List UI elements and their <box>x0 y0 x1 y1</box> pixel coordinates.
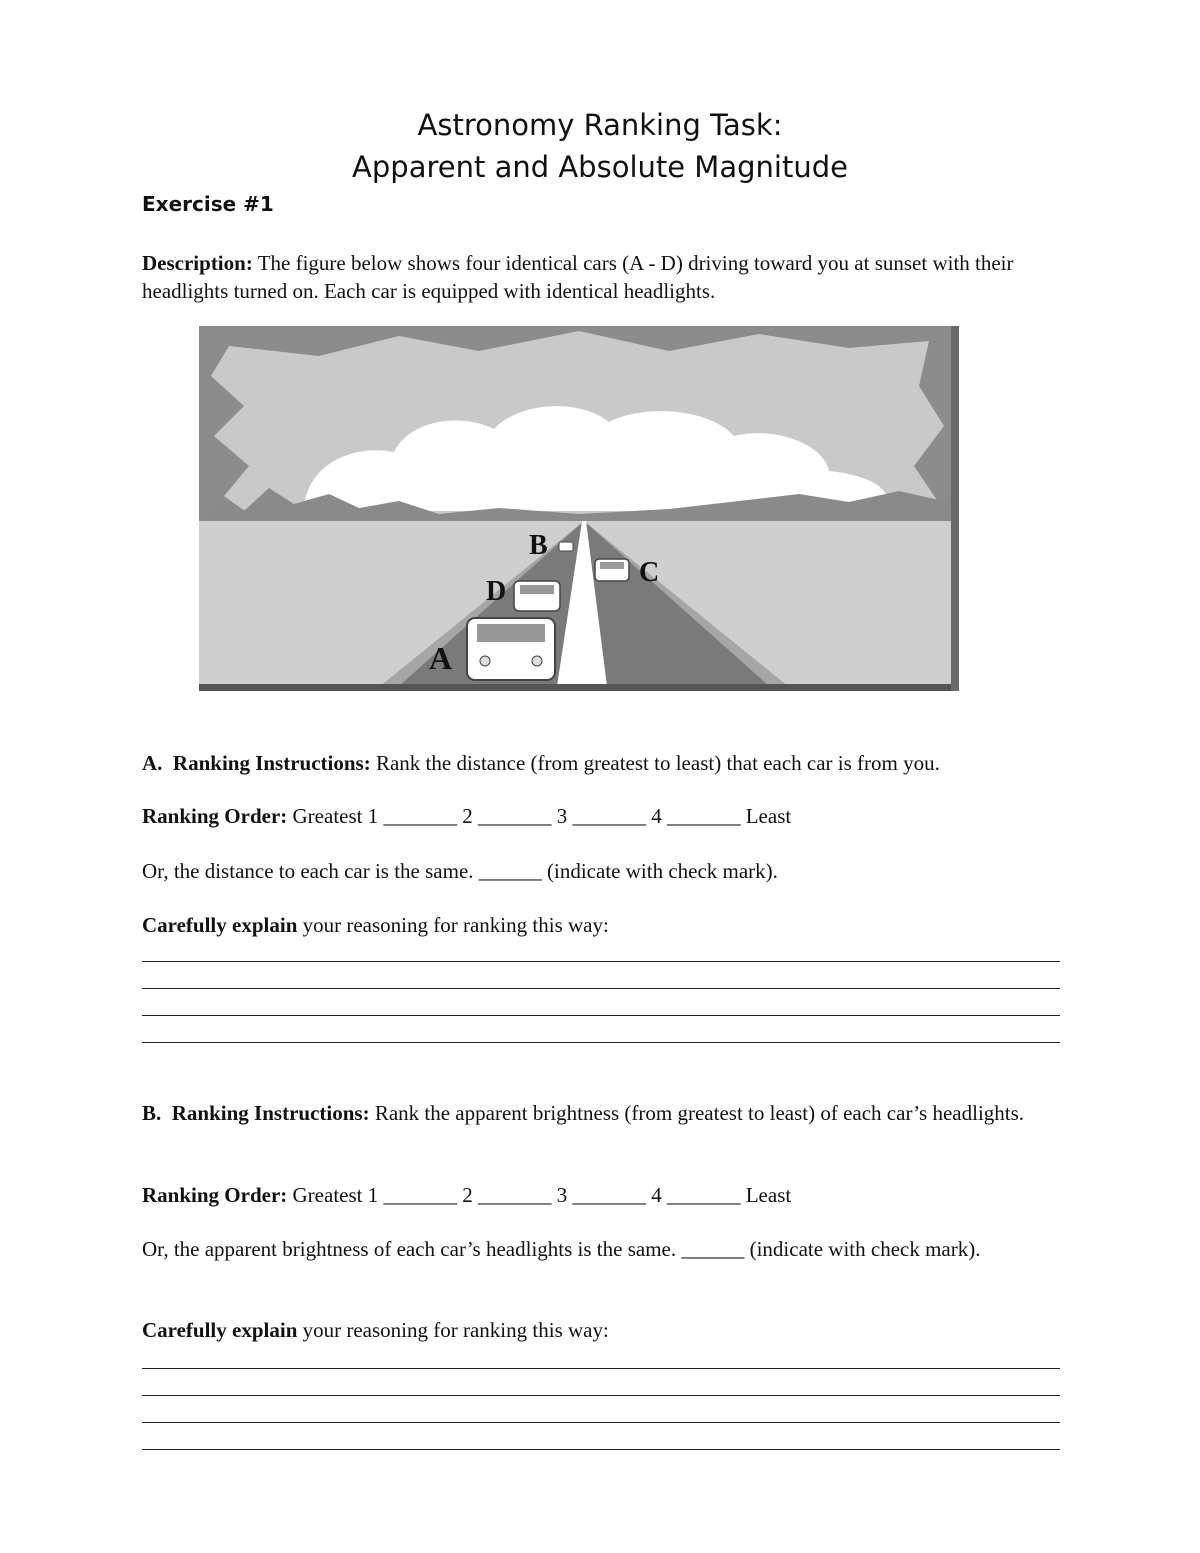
car-a-icon <box>467 618 555 680</box>
question-b-order-text[interactable]: Greatest 1 _______ 2 _______ 3 _______ 4 _______ Least <box>287 1183 792 1207</box>
car-label-b: B <box>529 530 548 561</box>
road-illustration <box>199 326 959 691</box>
question-b-same-option[interactable]: Or, the apparent brightness of each car’s headlights is the same. ______ (indicate with check mark). <box>142 1237 981 1261</box>
car-label-a: A <box>429 640 453 676</box>
road-figure <box>199 326 959 691</box>
answer-line[interactable] <box>142 1396 1060 1423</box>
title-line-1: Astronomy Ranking Task: <box>417 108 783 142</box>
answer-line[interactable] <box>142 962 1060 989</box>
question-a-instr-label: Ranking Instructions: <box>172 751 371 775</box>
description <box>142 249 1042 305</box>
question-b-instructions <box>142 1099 1076 1127</box>
question-a-instructions <box>142 749 940 777</box>
question-a-instr-text: Rank the distance (from greatest to least) that each car is from you. <box>370 751 940 775</box>
car-label-c: C <box>639 557 660 588</box>
question-b-ranking-order <box>142 1181 791 1209</box>
question-b-instr-label: Ranking Instructions: <box>171 1101 370 1125</box>
car-d-icon <box>514 581 560 611</box>
question-b-answer-lines[interactable] <box>142 1342 1060 1450</box>
question-b-explain-prompt <box>142 1316 609 1344</box>
question-a-ranking-order <box>142 802 791 830</box>
question-b-explain-label: Carefully explain <box>142 1318 298 1342</box>
question-a-letter: A. <box>142 751 163 775</box>
answer-line[interactable] <box>142 1342 1060 1369</box>
question-a-order-label: Ranking Order: <box>142 804 288 828</box>
answer-line[interactable] <box>142 989 1060 1016</box>
car-label-d: D <box>486 576 507 607</box>
car-b-icon <box>559 542 573 551</box>
question-a-answer-lines[interactable] <box>142 935 1060 1043</box>
question-a-explain-label: Carefully explain <box>142 913 298 937</box>
frame-bottom <box>199 684 959 691</box>
question-b-instr-text: Rank the apparent brightness (from greatest to least) of each car’s headlights. <box>369 1101 1025 1125</box>
question-a-explain-text: your reasoning for ranking this way: <box>297 913 609 937</box>
question-b-order-label: Ranking Order: <box>142 1183 288 1207</box>
answer-line[interactable] <box>142 1369 1060 1396</box>
description-label: Description: <box>142 251 253 275</box>
exercise-heading: Exercise #1 <box>142 192 274 216</box>
question-a-order-text[interactable]: Greatest 1 _______ 2 _______ 3 _______ 4 _______ Least <box>287 804 792 828</box>
description-text: The figure below shows four identical cars (A - D) driving toward you at sunset with their headlights turned on. Each car is equipped with identical headlights. <box>142 251 1014 303</box>
question-a-same-option[interactable]: Or, the distance to each car is the same. ______ (indicate with check mark). <box>142 859 778 883</box>
question-b-explain-text: your reasoning for ranking this way: <box>297 1318 609 1342</box>
car-c-icon <box>595 559 629 581</box>
frame-right <box>951 326 959 691</box>
answer-line[interactable] <box>142 935 1060 962</box>
title-line-2: Apparent and Absolute Magnitude <box>352 150 848 184</box>
answer-line[interactable] <box>142 1423 1060 1450</box>
answer-line[interactable] <box>142 1016 1060 1043</box>
question-b-letter: B. <box>142 1101 162 1125</box>
